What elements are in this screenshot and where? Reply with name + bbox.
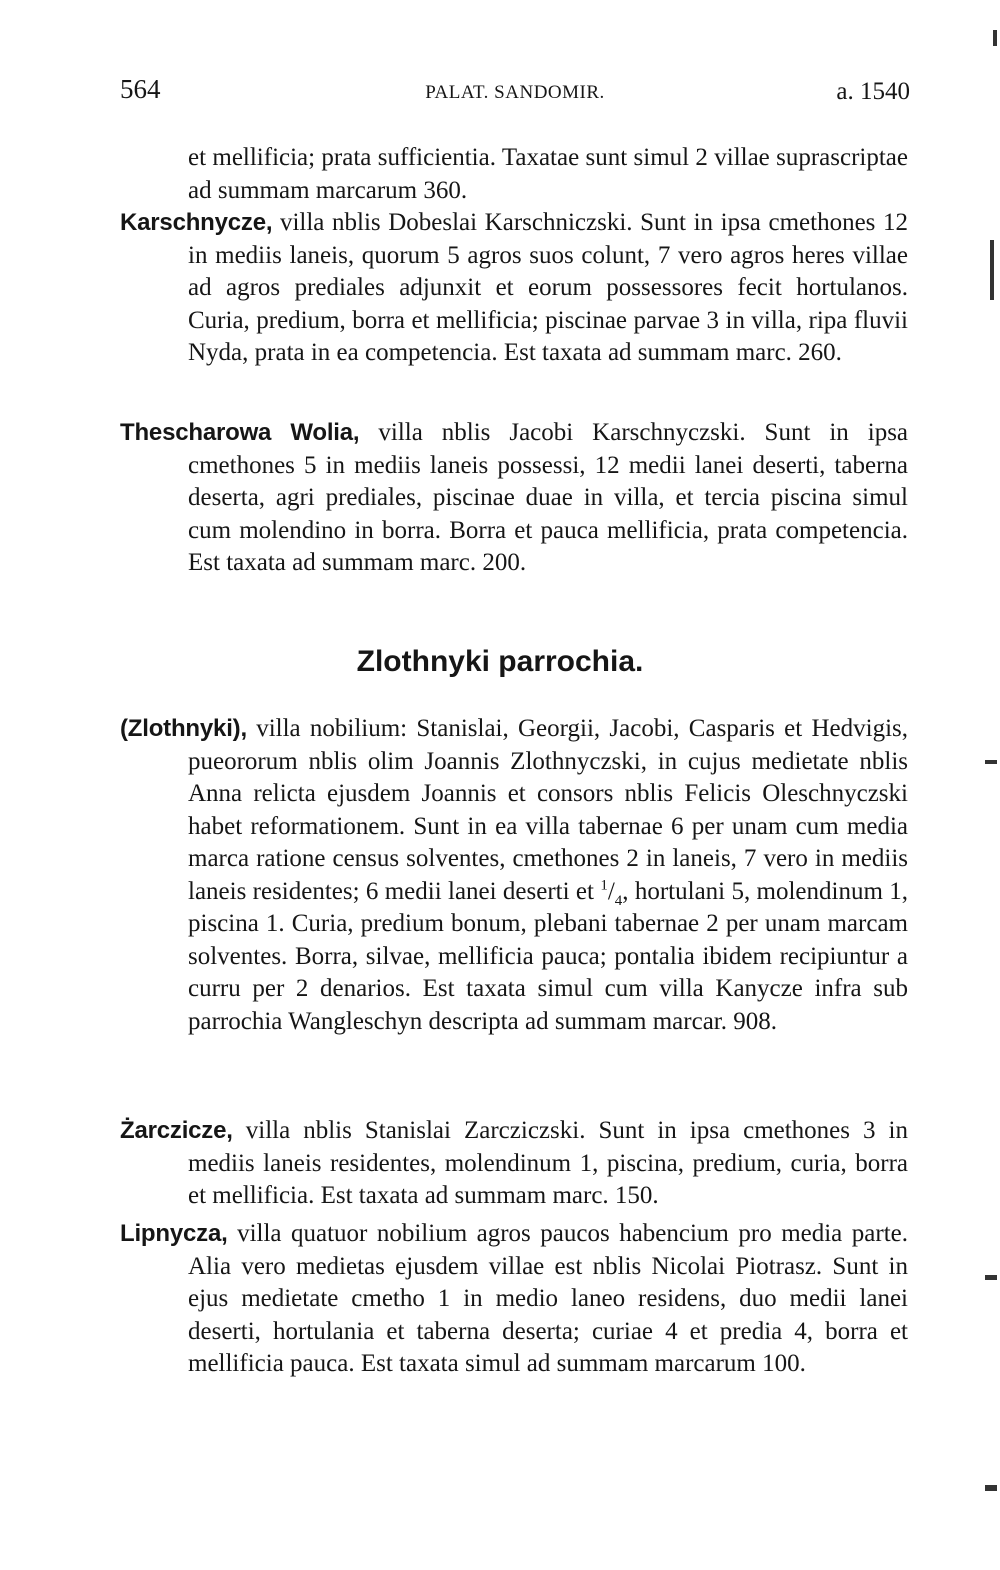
place-name: (Zlothnyki), (120, 715, 247, 742)
fraction: $^1/_4$ (600, 877, 623, 909)
margin-mark (990, 240, 994, 300)
entry-lipnycza (120, 1218, 908, 1381)
entry-paragraph (120, 713, 908, 1038)
entry-text: villa nobilium: Stanislai, Georgii, Jacobi, Casparis et Hedvigis, pueororum nblis olim Joannis Zlothnyczski, in cujus medietate nblis Anna relicta ejusdem Joannis et consors nblis Felicis Oleschnyczski habet reformationem. Sunt in ea villa tabernae 6 per unam cum media marca ratione census solventes, cmethones 2 in laneis, 7 vero in mediis laneis residentes; 6 medii lanei deserti et (188, 715, 908, 905)
margin-mark (985, 760, 997, 764)
entry-paragraph (120, 417, 908, 580)
margin-mark (993, 30, 997, 46)
fraction-denominator: 4 (614, 892, 623, 909)
running-header (120, 74, 910, 114)
entry-thescharowa-wolia (120, 417, 908, 580)
entry-text: villa nblis Dobeslai Karschniczski. Sunt in ipsa cmethones 12 in mediis laneis, quorum 5 agros suos colunt, 7 vero agros heres villae ad agros prediales adjunxit et eorum possessores fecit hortulanos. Curia, predium, borra et mellificia; piscinae parvae 3 in villa, ripa fluvii Nyda, prata in ea competencia. Est taxata ad summam marc. 260. (188, 209, 909, 366)
entry-paragraph (120, 207, 908, 370)
entry-paragraph (120, 1115, 908, 1213)
section-heading: Zlothnyki parrochia. (356, 645, 644, 678)
entry-zlothnyki (120, 713, 908, 1038)
page-number: 564 (120, 74, 161, 104)
entry-zarczicze (120, 1115, 908, 1213)
header-year: a. 1540 (836, 78, 910, 105)
entry-karschnycze (120, 207, 908, 370)
margin-mark (985, 1275, 997, 1280)
place-name: Lipnycza, (120, 1220, 228, 1247)
fraction-numerator: 1 (600, 877, 608, 894)
entry-text: villa quatuor nobilium agros paucos habencium pro media parte. Alia vero medietas ejusdem villae est nblis Nicolai Piotrasz. Sunt in ejus medietate cmetho 1 in medio laneo residens, duo medii lanei deserti, hortulania et taberna deserta; curiae 4 et predia 4, borra et mellificia pauca. Est taxata simul ad summam marcarum 100. (188, 1220, 908, 1377)
place-name: Thescharowa Wolia, (120, 419, 360, 446)
entry-text: et mellificia; prata sufficientia. Taxatae sunt simul 2 villae suprascriptae ad summam marcarum 360. (188, 144, 908, 204)
entry-intro (120, 142, 908, 207)
entry-text: villa nblis Jacobi Karschnyczski. Sunt in ipsa cmethones 5 in mediis laneis possessi, 12 medii lanei deserti, taberna deserta, agri prediales, piscinae duae in villa, et tercia piscina simul cum molendino in borra. Borra et pauca mellificia, prata competencia. Est taxata ad summam marc. 200. (188, 419, 909, 576)
running-title: PALAT. SANDOMIR. (425, 82, 605, 103)
entry-text: villa nblis Stanislai Zarcziczski. Sunt in ipsa cmethones 3 in mediis laneis residentes, molendinum 1, piscina, predium, curia, borra et mellificia. Est taxata ad summam marc. 150. (188, 1117, 908, 1209)
margin-mark (985, 1485, 997, 1491)
place-name: Karschnycze, (120, 209, 273, 236)
place-name: Żarczicze, (120, 1117, 233, 1144)
entry-text-continued: , hortulani 5, molendinum 1, piscina 1. Curia, predium bonum, plebani tabernae 2 per unam marcam solventes. Borra, silvae, mellificia pauca; pontalia ibidem recipiuntur a curru per 2 denarios. Est taxata simul cum villa Kanycze infra sub parrochia Wangleschyn descripta ad summam marcar. 908. (188, 877, 909, 1035)
entry-paragraph (120, 1218, 908, 1381)
